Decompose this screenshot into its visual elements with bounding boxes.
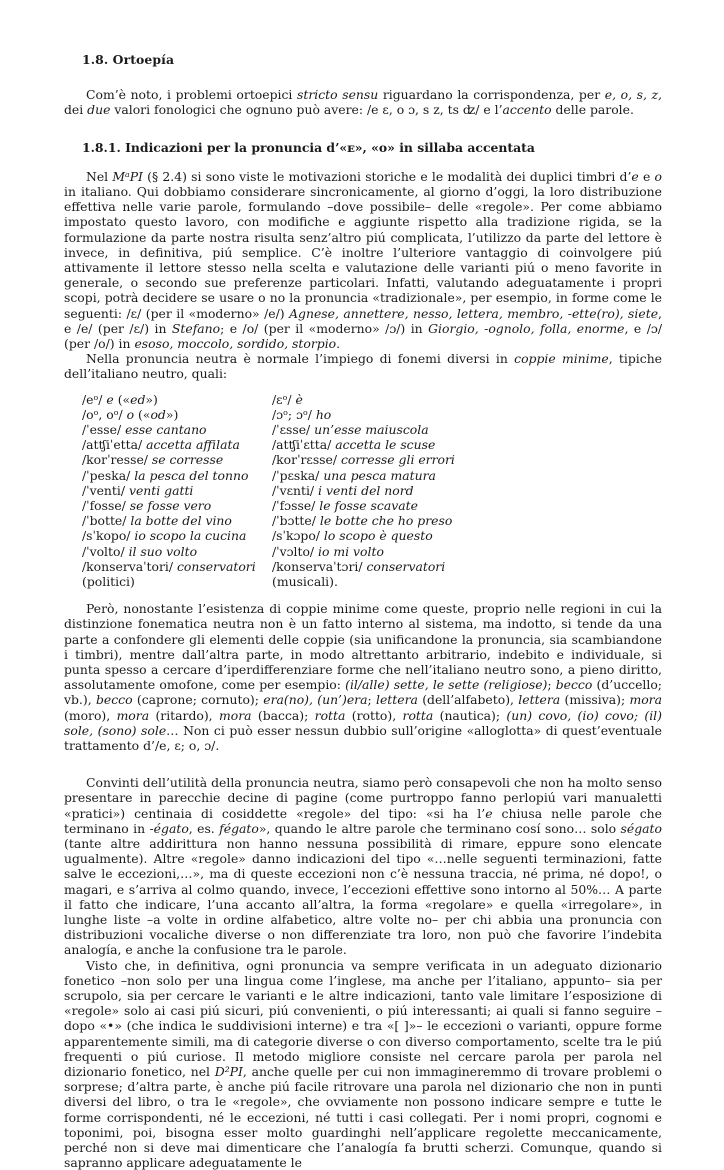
text-run: (rotto), (345, 707, 403, 723)
italic-run: mora (629, 692, 662, 708)
minimal-pair-entry (272, 422, 462, 437)
text-run: /ˈfɔsse/ (272, 497, 320, 513)
text-run: /atʧiˈɛtta/ (272, 437, 336, 453)
text-run: (politici) (82, 573, 135, 589)
text-run: , e /e/ (per /ɛ/) in (64, 305, 662, 336)
italic-run: accetta affilata (146, 437, 240, 453)
text-run: /oᵒ, oᵒ/ (82, 406, 127, 422)
italic-run: (un) covo, (io) covo; (il) sole, (sono) sole (64, 707, 662, 738)
italic-run: conservatori (366, 558, 446, 574)
text-run: (« (134, 406, 151, 422)
text-run: Nel (86, 168, 113, 184)
text-run: /ˈfosse/ (82, 497, 130, 513)
text-run: ») (145, 391, 158, 407)
text-run: /ˈvɔlto/ (272, 543, 319, 559)
text-run: (nautica); (433, 707, 507, 723)
text-run: (moro), (64, 707, 117, 723)
italic-run: becco (555, 677, 593, 693)
italic-run: conservatori (176, 558, 256, 574)
minimal-pair-entry (82, 407, 272, 422)
minimal-pair-entry (272, 452, 462, 467)
italic-run: un’esse maiuscola (314, 422, 429, 438)
minimal-pair-entry (82, 468, 272, 483)
text-run: . (336, 336, 341, 352)
text-run: /ˈbotte/ (82, 513, 131, 529)
text-run: /sˈkopo/ (82, 528, 135, 544)
italic-run: o (654, 168, 662, 184)
italic-run: io mi volto (318, 543, 384, 559)
text-run: /ˈesse/ (82, 422, 126, 438)
paragraph-2 (64, 351, 662, 381)
italic-run: e (631, 168, 639, 184)
italic-run: lettera (518, 692, 561, 708)
minimal-pair-entry (82, 498, 272, 513)
text-run: , e /ɔ/ (per /o/) in (64, 320, 662, 352)
subsection-heading: 1.8.1. Indicazioni per la pronuncia d’«ᴇ», «ᴏ» in sillaba accentata (82, 139, 535, 155)
text-run: (tante altre addirittura non hanno nessuna possibilità di rimare, eppure sono elencate ugualmente). Altre «regole» danno indicazioni del tipo «…nelle seguenti terminazioni, fatte salve le eccezioni,…», ma di queste eccezioni non c’è nessuna traccia, né prima, né dopo!, o magari, e s’arriva al colmo quando, invece, l’eccezioni effettive sono intorno al 50%… A parte il fatto che indicare, l’una accanto all’altra, la forma «regolare» e quella «irregolare», in lunghe liste –a volte in ordine alfabetico, altre volte no– per chi abbia una pronuncia con distribuzioni vocaliche diverse o non differenziate tra loro, non può che favorire l’indebita analogía, e anche la confusione tra le parole. (64, 835, 662, 958)
text-run: /korˈrɛsse/ (272, 452, 341, 468)
italic-run: e (106, 391, 114, 407)
text-run: /ˈvolto/ (82, 543, 129, 559)
text-run: ; (547, 677, 556, 693)
italic-run: una pesca matura (323, 467, 436, 483)
italic-run: esse cantano (125, 422, 207, 438)
text-run: delle parole. (551, 102, 634, 118)
italic-run: lo scopo è questo (323, 528, 433, 544)
italic-run: fégato (219, 820, 259, 836)
italic-run: venti gatti (128, 482, 194, 498)
minimal-pair-entry (272, 468, 462, 483)
minimal-pairs-left-column (82, 392, 272, 589)
italic-run: se fosse vero (129, 497, 212, 513)
text-run: Però, nonostante l’esistenza di coppie minime come queste, proprio nelle regioni in cui la distinzione fonematica neutra non è un fatto interno al sistema, ma indotto, si tende da una parte a confondere gli elementi delle coppie (sia unificandone la pronuncia, sia scambiandone i timbri), mentre dall’altra parte, in modo altrettanto arbitrario, indebito e individuale, si punta spesso a cercare d’iperdifferenziare forme che nell’italiano neutro sono, a pieno diritto, assolutamente omofone, come per esempio: (64, 601, 662, 693)
italic-run: ed (130, 391, 146, 407)
italic-run: Giorgio, -ognolo, folla, enorme (428, 320, 625, 336)
paragraph-4 (64, 775, 662, 957)
text-run: (dell’alfabeto), (417, 692, 519, 708)
minimal-pair-entry (272, 559, 462, 574)
minimal-pair-entry (82, 513, 272, 528)
italic-run: se corresse (151, 452, 224, 468)
paragraph-1 (64, 169, 662, 351)
text-run: /ˈɛsse/ (272, 422, 315, 438)
italic-run: lettera (375, 692, 418, 708)
text-run: (caprone; cornuto); (132, 692, 264, 708)
italic-run: becco (95, 692, 133, 708)
italic-run: rotta (314, 707, 346, 723)
intro-paragraph (64, 87, 662, 117)
minimal-pairs (82, 392, 662, 589)
text-run: /ˈpɛska/ (272, 467, 324, 483)
italic-run: la pesca del tonno (134, 467, 249, 483)
text-run: … Non ci può esser nessun dubbio sull’origine «alloglotta» di quest’eventuale trattamento d’/e, ɛ; o, ɔ/. (64, 722, 662, 753)
text-run: in italiano. Qui dobbiamo considerare sincronicamente, al giorno d’oggi, la loro distribuzione effettiva nelle varie parole, formulando –dove possibile– delle «regole». Per come abbiamo impostato questo lavoro, con modifiche e aggiunte rispetto alla tradizione rigida, se la formulazione da parte nostra risulta senz’altro piú complicata, l’utilizzo da parte del lettore è invece, in definitiva, piú semplice. C’è inoltre l’ulteriore vantaggio di coinvolgere piú attivamente il lettore stesso nella scelta e valutazione delle varianti piú o meno favorite in generale, o secondo sue preferenze particolari. Infatti, valutando adeguatamente i propri scopi, potrà decidere se usare o no la pronuncia «tradizionale», per esempio, in forme come le seguenti: /ɛ/ (per il «moderno» /e/) (64, 184, 662, 321)
text-run: /ˈventi/ (82, 482, 129, 498)
text-run: Com’è noto, i problemi ortoepici (86, 87, 297, 103)
italic-run: io scopo la cucina (134, 528, 247, 544)
italic-run: due (87, 102, 111, 118)
minimal-pair-entry (82, 437, 272, 452)
italic-run: accetta le scuse (335, 437, 436, 453)
italic-run: Stefano (171, 320, 221, 336)
minimal-pair-entry (82, 392, 272, 407)
minimal-pair-entry (82, 422, 272, 437)
italic-run: le fosse scavate (319, 497, 418, 513)
italic-run: e (485, 805, 493, 821)
minimal-pair-entry (272, 483, 462, 498)
text-run: /konservaˈtɔri/ (272, 558, 367, 574)
text-run: dei (64, 102, 88, 118)
minimal-pair-entry (272, 574, 462, 589)
text-run: ; (367, 692, 376, 708)
italic-run: è (295, 391, 303, 407)
italic-run: D²PI (214, 1063, 243, 1079)
text-run: (d’uccello; vb.), (64, 677, 662, 708)
text-run: /korˈresse/ (82, 452, 152, 468)
italic-run: i venti del nord (318, 482, 414, 498)
minimal-pair-entry (82, 559, 272, 574)
italic-run: corresse gli errori (340, 452, 455, 468)
italic-run: ségato (620, 820, 662, 836)
text-run: (musicali). (272, 573, 338, 589)
italic-run: (il/alle) sette, le sette (religiose) (345, 677, 548, 693)
text-run: , anche quelle per cui non immagineremmo di trovare problemi o sorprese; d’altra parte, è anche piú facile ritrovare una parola nel dizionario che non in punti diversi del libro, o tra le «regole», che ovviamente non possono indicare sempre e tutte le forme corrispondenti, né le eccezioni, né tutti i casi collegati. Per i nomi propri, cognomi e toponimi, poi, bisogna esser molto guardinghi nell’applicare regolette meccanicamente, perché non si deve mai dimenticare che l’analogía fa brutti scherzi. Comunque, quando si sapranno applicare adeguatamente le (64, 1063, 662, 1170)
text-run: /sˈkɔpo/ (272, 528, 324, 544)
italic-run: esoso, moccolo, sordido, storpio (134, 336, 337, 352)
minimal-pair-entry (272, 513, 462, 528)
text-run: Convinti dell’utilità della pronuncia neutra, siamo però consapevoli che non ha molto senso presentare in parecchie decine di pagine (come purtroppo fanno perlopiú vari manualetti «pratici») centinaia di cosiddette «regole» del tipo: «si ha l’ (64, 775, 662, 821)
text-run: chiusa nelle parole che terminano in (64, 805, 662, 836)
text-run: e (638, 168, 655, 184)
minimal-pair-entry (272, 392, 462, 407)
minimal-pair-entry (272, 407, 462, 422)
text-run: », quando le altre parole che terminano cosí sono… solo (258, 820, 621, 836)
minimal-pair-entry (82, 528, 272, 543)
text-run: /ɛᵒ/ (272, 391, 296, 407)
text-run: valori fonologici che ognuno può avere: /e ɛ, o ɔ, s z, ts ʣ/ e l’ (110, 102, 503, 118)
italic-run: MᵃPI (112, 168, 143, 184)
italic-run: ho (315, 406, 332, 422)
text-run: Visto che, in definitiva, ogni pronuncia va sempre verificata in un adeguato dizionario fonetico –non solo per una lingua come l’inglese, ma anche per l’italiano, appunto– sia per scrupolo, sia per cercare le varianti e le altre indicazioni, tanto vale limitare l’esposizione di «regole» solo ai casi piú sicuri, piú convenienti, o piú interessanti; ai quali si fanno seguire –dopo «•» (che indica le suddivisioni interne) e tra «[ ]»– le eccezioni o varianti, oppure forme apparentemente simili, ma di categorie diverse o con diverso comportamento, scelte tra le piú frequenti o piú curiose. Il metodo migliore consiste nel cercare parola per parola nel dizionario fonetico, nel (64, 957, 662, 1079)
text-run: (missiva); (560, 692, 630, 708)
paragraph-5 (64, 958, 662, 1170)
italic-run: accento (502, 102, 552, 118)
italic-run: mora (116, 707, 150, 723)
text-run: riguardano la corrispondenza, per (378, 87, 605, 103)
text-run: Nella pronuncia neutra è normale l’impiego di fonemi diversi in (86, 351, 515, 367)
text-run: /atʧiˈetta/ (82, 437, 147, 453)
text-run: ») (165, 406, 179, 422)
text-run: , es. (188, 820, 220, 836)
text-run: , tipiche dell’italiano neutro, quali: (64, 351, 663, 382)
paragraph-3 (64, 601, 662, 753)
text-run: ; e /o/ (per il «moderno» /ɔ/) in (220, 320, 429, 336)
text-run: /konservaˈtori/ (82, 558, 177, 574)
minimal-pair-entry (272, 544, 462, 559)
italic-run: mora (218, 707, 252, 723)
text-run: /eᵒ/ (82, 391, 107, 407)
italic-run: era(no), (un’)era (263, 692, 368, 708)
italic-run: -égato (149, 820, 189, 836)
italic-run: stricto sensu (297, 87, 379, 103)
italic-run: la botte del vino (130, 513, 232, 529)
italic-run: od (150, 406, 166, 422)
minimal-pair-entry (82, 452, 272, 467)
minimal-pair-entry (272, 437, 462, 452)
italic-run: le botte che ho preso (319, 513, 453, 529)
minimal-pair-entry (82, 574, 272, 589)
text-run: (§ 2.4) si sono viste le motivazioni storiche e le modalità dei duplici timbri d’ (142, 168, 632, 184)
text-run: /ˈvɛnti/ (272, 482, 319, 498)
italic-run: e, o, s, z, (604, 87, 662, 103)
minimal-pair-entry (82, 544, 272, 559)
text-run: /ɔᵒ; ɔᵒ/ (272, 406, 316, 422)
section-heading: 1.8. Ortoepía (82, 52, 175, 67)
text-run: (« (113, 391, 131, 407)
italic-run: Agnese, annettere, nesso, lettera, membro, -ette(ro), siete (289, 305, 659, 321)
italic-run: il suo volto (128, 543, 198, 559)
minimal-pair-entry (272, 498, 462, 513)
italic-run: coppie minime (514, 351, 609, 367)
minimal-pair-entry (82, 483, 272, 498)
minimal-pairs-right-column (272, 392, 462, 589)
text-run: (bacca); (251, 707, 315, 723)
italic-run: o (126, 406, 135, 422)
text-run: /ˈbɔtte/ (272, 513, 320, 529)
italic-run: rotta (402, 707, 434, 723)
text-run: (ritardo), (149, 707, 219, 723)
text-run: /ˈpeska/ (82, 467, 135, 483)
minimal-pair-entry (272, 528, 462, 543)
